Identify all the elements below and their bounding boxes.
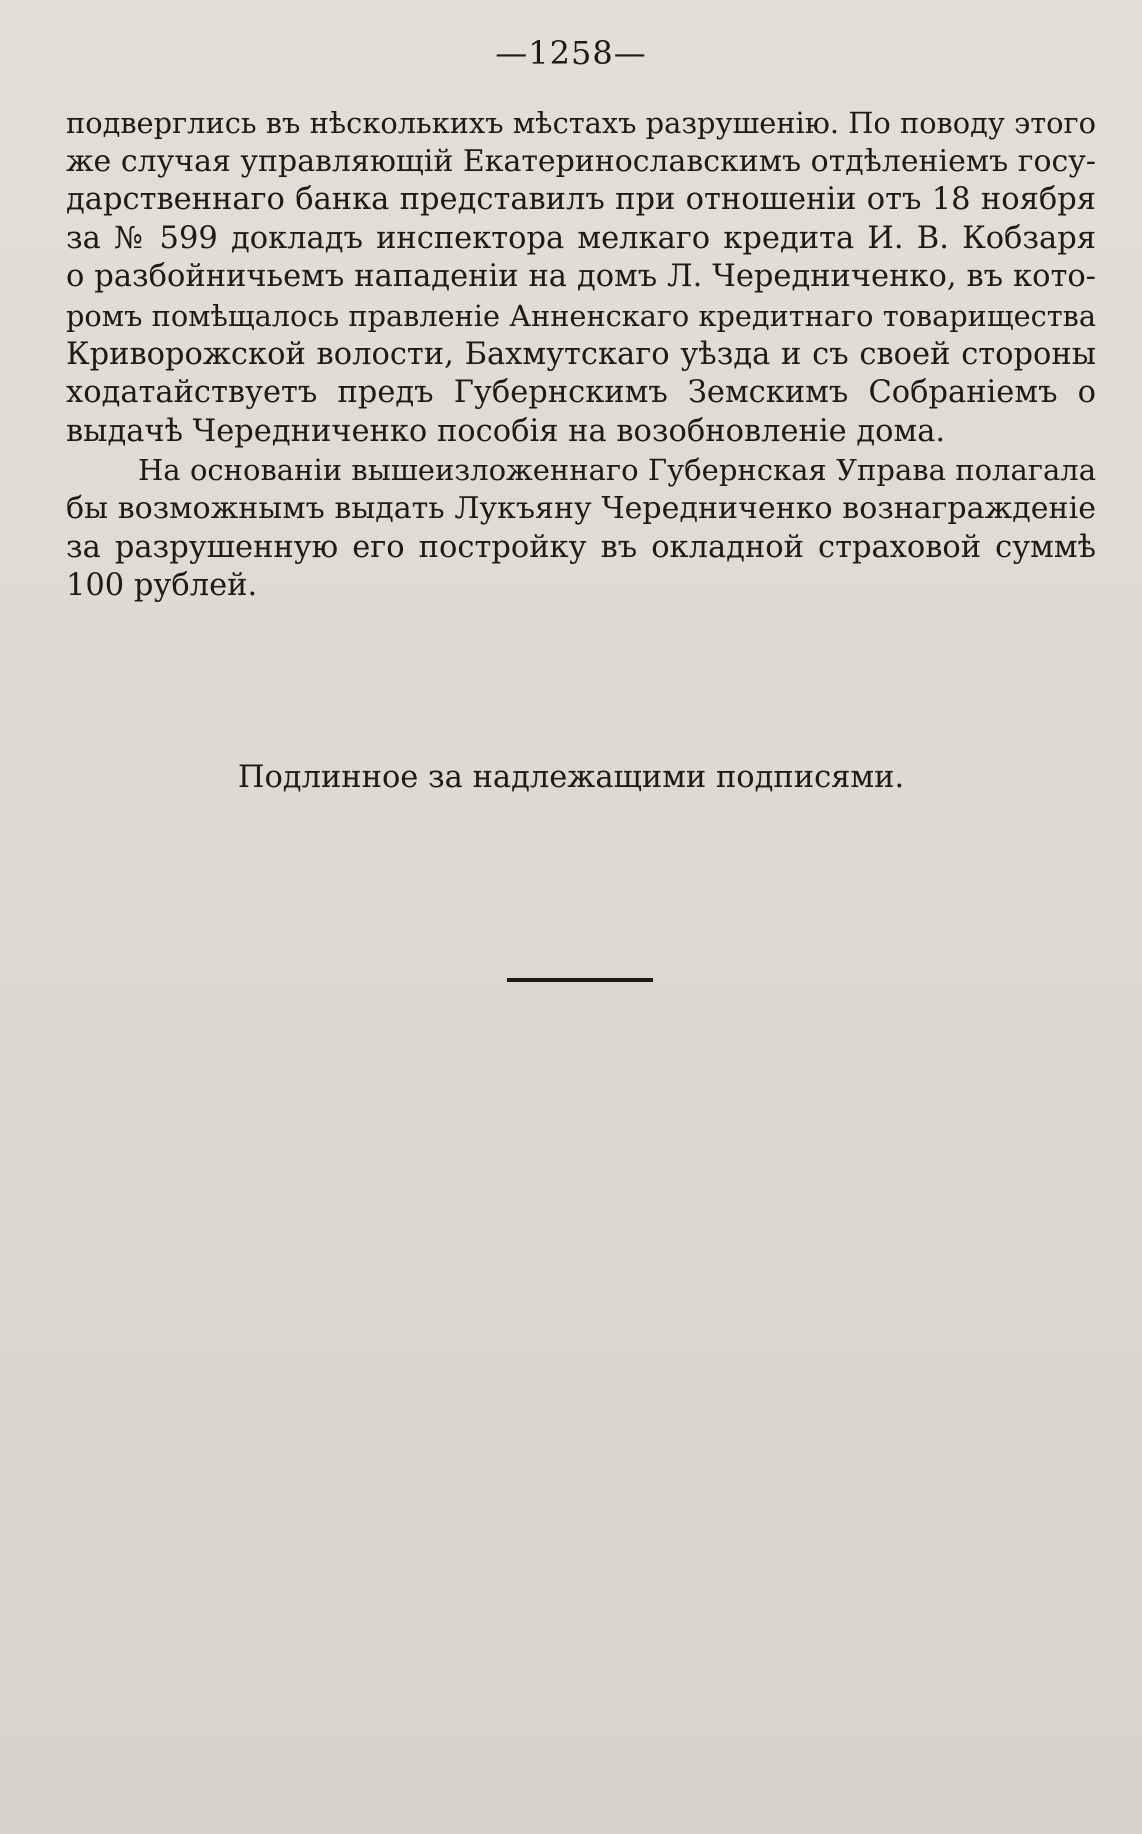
section-divider [507,978,653,982]
text-line: бы возможнымъ выдать Лукъяну Чередниченко вознагражденіе [66,490,1096,526]
text-line: ходатайствуетъ предъ Губернскимъ Земскимъ Собраніемъ о [66,375,1096,411]
closing-line: Подлинное за надлежащими подписями. [237,760,905,795]
text-line: 100 рублей. [66,568,258,604]
text-line: о разбойничьемъ нападеніи на домъ Л. Чередниченко, въ кото- [66,259,1096,295]
text-line: дарственнаго банка представилъ при отношеніи отъ 18 ноября [66,182,1096,218]
text-line: Криворожской волости, Бахмутскаго уѣзда и съ своей стороны [66,336,1096,372]
text-line: подверглись въ нѣсколькихъ мѣстахъ разрушенію. По поводу этого [66,106,1096,140]
text-line: же случая управляющій Екатеринославскимъ отдѣленіемъ госу- [66,143,1096,179]
text-line: На основаніи вышеизложеннаго Губернская Управа полагала [138,453,1096,488]
body-text [66,104,1096,606]
text-line: за № 599 докладъ инспектора мелкаго кредита И. В. Кобзаря [66,220,1096,256]
page-number: —1258— [495,34,647,72]
text-line: за разрушенную его постройку въ окладной страховой суммѣ [66,529,1096,565]
text-line: выдачѣ Чередниченко пособія на возобновленіе дома. [66,413,946,449]
text-line: ромъ помѣщалось правленіе Анненскаго кредитнаго товарищества [66,298,1096,333]
